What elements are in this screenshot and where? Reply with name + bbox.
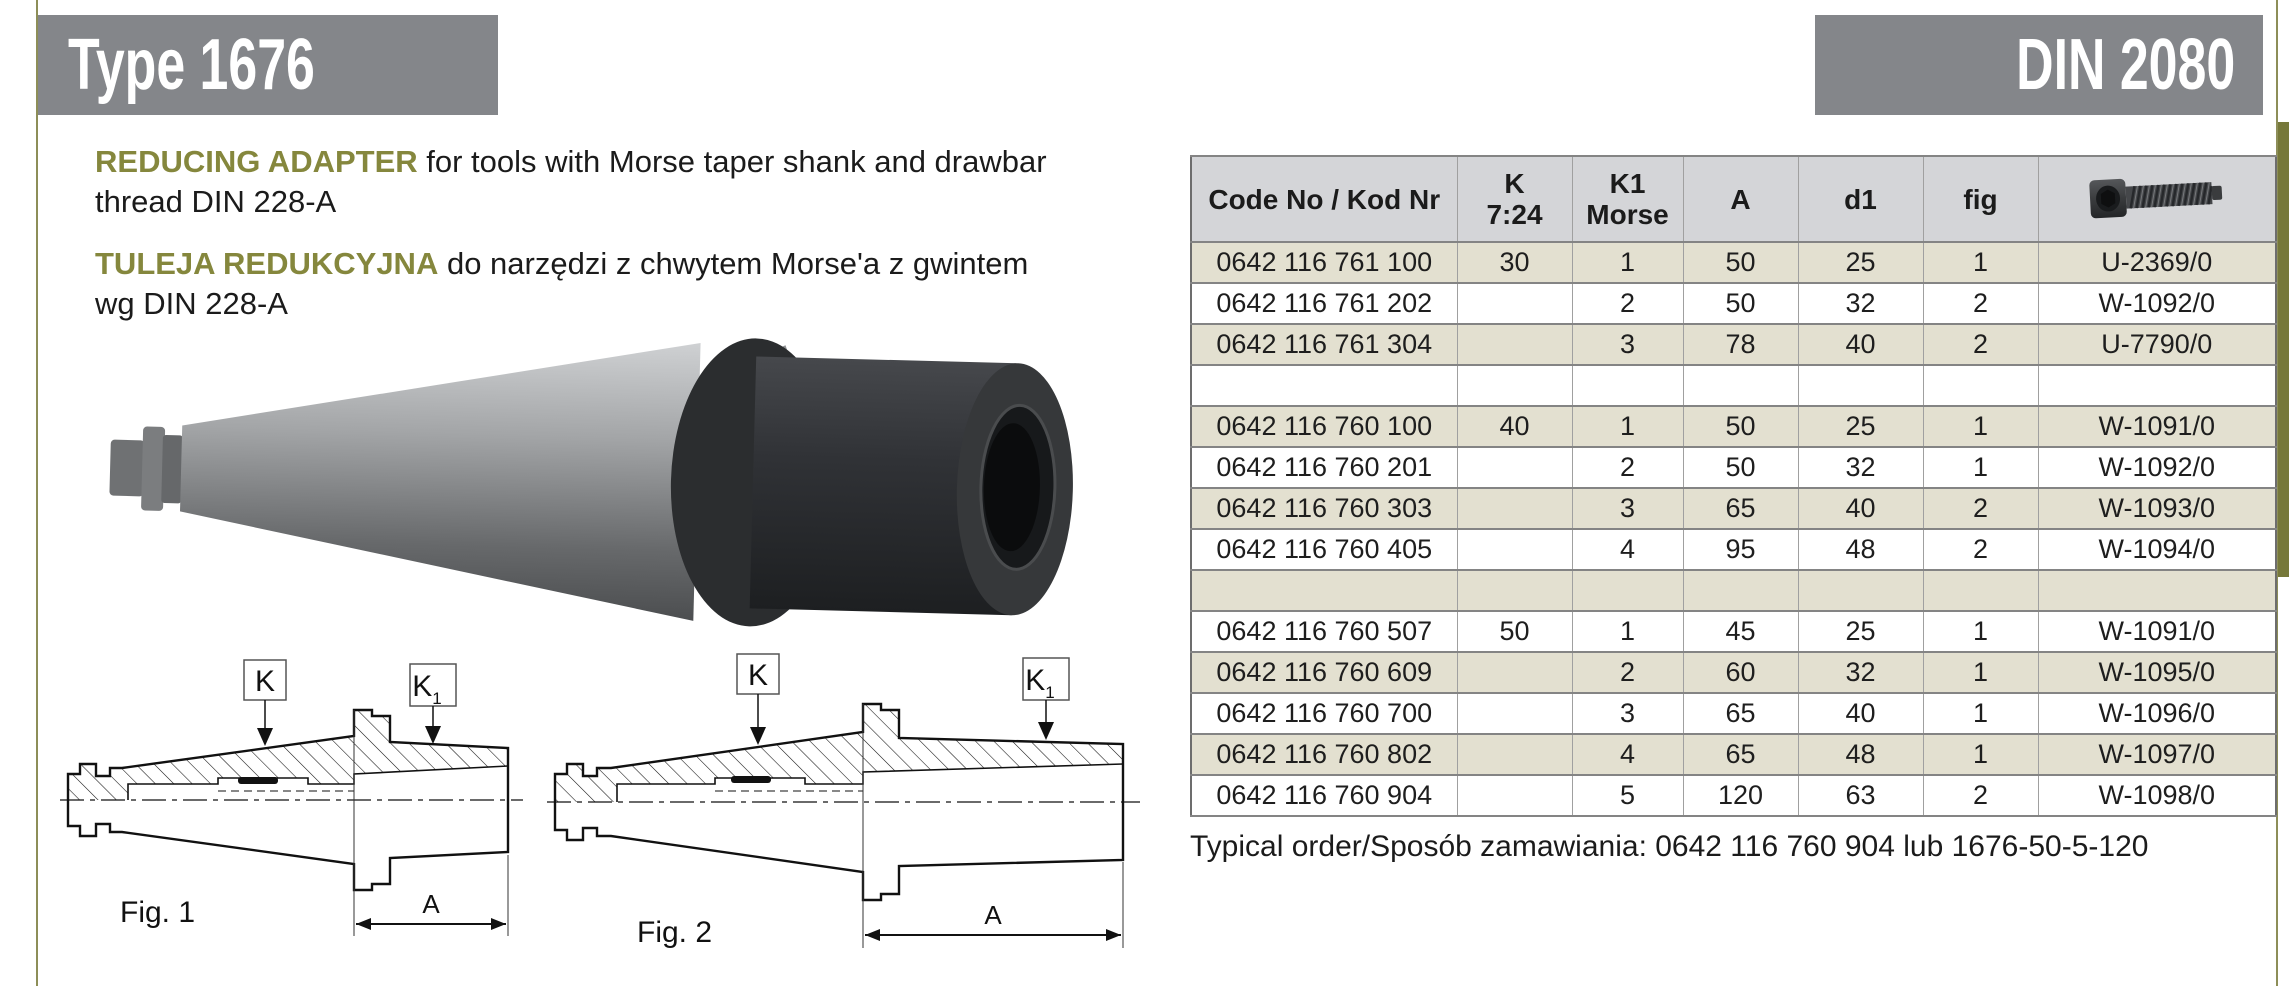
cell-k	[1457, 693, 1572, 734]
cell-k: 40	[1457, 406, 1572, 447]
cell-k1: 5	[1572, 775, 1683, 816]
typical-order-note: Typical order/Sposób zamawiania: 0642 116 760 904 lub 1676-50-5-120	[1190, 830, 2149, 863]
cell-d1	[1798, 570, 1923, 611]
col-header-k-line2: 7:24	[1486, 199, 1543, 230]
cell-order	[2038, 570, 2276, 611]
cell-fig: 1	[1923, 611, 2038, 652]
k1-pointer-triangle	[1038, 722, 1054, 740]
cell-order: W-1091/0	[2038, 406, 2276, 447]
col-header-k1	[1572, 156, 1683, 242]
k-pointer-triangle	[257, 728, 273, 746]
cell-a: 50	[1683, 242, 1798, 283]
cell-order: W-1096/0	[2038, 693, 2276, 734]
din-title-box	[1815, 15, 2263, 115]
cell-code: 0642 116 761 304	[1191, 324, 1457, 365]
cell-k1: 3	[1572, 693, 1683, 734]
k1-label: $K_1$	[412, 670, 442, 708]
col-header-k1-line1: K1	[1609, 168, 1646, 199]
cell-order: W-1094/0	[2038, 529, 2276, 570]
cell-k1	[1572, 365, 1683, 406]
cell-k1: 3	[1572, 324, 1683, 365]
fig2-thread-detail	[731, 776, 771, 783]
cell-k	[1457, 324, 1572, 365]
cell-a: 60	[1683, 652, 1798, 693]
cell-k: 50	[1457, 611, 1572, 652]
pull-stud	[109, 440, 144, 497]
cell-code: 0642 116 761 202	[1191, 283, 1457, 324]
cell-k1: 2	[1572, 447, 1683, 488]
table-row	[1191, 242, 2276, 283]
fig1-thread-detail	[238, 777, 278, 784]
col-header-code: Code No / Kod Nr	[1191, 156, 1457, 242]
cell-code: 0642 116 760 700	[1191, 693, 1457, 734]
description-pl-lead: TULEJA REDUKCYJNA	[95, 246, 439, 281]
col-header-screw	[2038, 156, 2276, 242]
fig1-caption: Fig. 1	[120, 896, 196, 929]
taper-cone	[177, 329, 700, 620]
table-row	[1191, 652, 2276, 693]
cell-code: 0642 116 760 303	[1191, 488, 1457, 529]
col-header-k-line1: K	[1504, 168, 1525, 199]
cell-k1: 4	[1572, 529, 1683, 570]
col-header-fig: fig	[1923, 156, 2038, 242]
stud-neck	[161, 435, 183, 504]
cell-k1	[1572, 570, 1683, 611]
k-label: K	[747, 659, 769, 692]
cell-order	[2038, 365, 2276, 406]
k1-label: $K_1$	[1025, 664, 1055, 702]
k-label: K	[254, 665, 276, 698]
cell-a: 50	[1683, 283, 1798, 324]
cell-a: 95	[1683, 529, 1798, 570]
page-title: Type 1676	[68, 25, 315, 105]
arrowhead-left	[356, 918, 371, 930]
cell-code	[1191, 365, 1457, 406]
cell-order: W-1098/0	[2038, 775, 2276, 816]
cell-fig	[1923, 365, 2038, 406]
cell-k	[1457, 652, 1572, 693]
cell-k	[1457, 570, 1572, 611]
header-row	[1191, 156, 2276, 242]
cell-code: 0642 116 760 201	[1191, 447, 1457, 488]
description-pl-text: do narzędzi z chwytem Morse'a z gwintem	[438, 246, 1029, 281]
k1-pointer-triangle	[425, 726, 441, 744]
cell-k	[1457, 488, 1572, 529]
table-row	[1191, 324, 2276, 365]
cell-order: W-1093/0	[2038, 488, 2276, 529]
cell-k1: 3	[1572, 488, 1683, 529]
cell-d1: 25	[1798, 242, 1923, 283]
description-en-lead: REDUCING ADAPTER	[95, 144, 418, 179]
cell-d1: 48	[1798, 529, 1923, 570]
cell-fig	[1923, 570, 2038, 611]
cell-order: W-1092/0	[2038, 283, 2276, 324]
cell-k1: 2	[1572, 283, 1683, 324]
cell-k1: 2	[1572, 652, 1683, 693]
fig1-section-hatch	[68, 710, 508, 800]
table-row	[1191, 488, 2276, 529]
cell-k1: 4	[1572, 734, 1683, 775]
table-row	[1191, 447, 2276, 488]
cell-a: 78	[1683, 324, 1798, 365]
description-en	[95, 142, 1095, 222]
cell-k1: 1	[1572, 406, 1683, 447]
figure-2-drawing	[545, 642, 1145, 964]
cell-code: 0642 116 760 609	[1191, 652, 1457, 693]
cell-a: 120	[1683, 775, 1798, 816]
col-header-k1-line2: Morse	[1586, 199, 1669, 230]
cell-a: 50	[1683, 406, 1798, 447]
table-row	[1191, 611, 2276, 652]
cell-k: 30	[1457, 242, 1572, 283]
cell-code: 0642 116 760 100	[1191, 406, 1457, 447]
col-header-a: A	[1683, 156, 1798, 242]
cell-a	[1683, 570, 1798, 611]
cell-fig: 2	[1923, 529, 2038, 570]
cell-fig: 1	[1923, 652, 2038, 693]
cell-fig: 2	[1923, 283, 2038, 324]
cell-d1: 25	[1798, 406, 1923, 447]
cell-code: 0642 116 760 904	[1191, 775, 1457, 816]
cell-a	[1683, 365, 1798, 406]
fig2-caption: Fig. 2	[637, 916, 713, 949]
cell-fig: 1	[1923, 734, 2038, 775]
table-row	[1191, 734, 2276, 775]
cell-code: 0642 116 760 405	[1191, 529, 1457, 570]
cell-d1: 32	[1798, 283, 1923, 324]
product-photo	[85, 306, 1105, 656]
din-standard-label: DIN 2080	[2015, 25, 2235, 105]
dim-a-label: A	[984, 900, 1002, 930]
cell-k	[1457, 734, 1572, 775]
cell-fig: 2	[1923, 324, 2038, 365]
description-pl-line2: wg DIN 228-A	[95, 286, 288, 321]
cell-order: W-1095/0	[2038, 652, 2276, 693]
col-header-d1: d1	[1798, 156, 1923, 242]
cell-d1: 25	[1798, 611, 1923, 652]
table-row	[1191, 406, 2276, 447]
table-row	[1191, 693, 2276, 734]
fig1-lower-outline-fill	[68, 800, 508, 890]
arrowhead-right	[1106, 929, 1121, 941]
cell-k	[1457, 283, 1572, 324]
description-en-line2: thread DIN 228-A	[95, 184, 337, 219]
reducing-adapter-photo	[85, 306, 1105, 656]
cell-fig: 1	[1923, 447, 2038, 488]
cell-d1: 32	[1798, 652, 1923, 693]
spec-table-header	[1191, 156, 2276, 242]
cell-a: 50	[1683, 447, 1798, 488]
cell-order: W-1092/0	[2038, 447, 2276, 488]
k-pointer-triangle	[750, 727, 766, 745]
cell-d1: 48	[1798, 734, 1923, 775]
cell-code: 0642 116 760 507	[1191, 611, 1457, 652]
left-margin-line	[36, 0, 38, 986]
cell-k	[1457, 447, 1572, 488]
cell-code: 0642 116 760 802	[1191, 734, 1457, 775]
spec-table	[1190, 155, 2277, 817]
arrowhead-right	[491, 918, 506, 930]
fig2-lower-outline-fill	[555, 802, 1123, 900]
figure-1-drawing	[58, 650, 528, 950]
table-row	[1191, 283, 2276, 324]
cell-fig: 2	[1923, 775, 2038, 816]
description-en-text: for tools with Morse taper shank and drawbar	[417, 144, 1047, 179]
cell-a: 65	[1683, 488, 1798, 529]
cell-k	[1457, 775, 1572, 816]
cell-d1: 40	[1798, 488, 1923, 529]
cell-order: U-7790/0	[2038, 324, 2276, 365]
cell-d1: 40	[1798, 693, 1923, 734]
drawbar-screw-icon	[2082, 165, 2232, 227]
cell-code	[1191, 570, 1457, 611]
spec-table-body	[1191, 242, 2276, 816]
table-row	[1191, 775, 2276, 816]
cell-k1: 1	[1572, 242, 1683, 283]
cell-a: 65	[1683, 693, 1798, 734]
cell-d1	[1798, 365, 1923, 406]
cell-k	[1457, 529, 1572, 570]
cell-order: U-2369/0	[2038, 242, 2276, 283]
cell-d1: 32	[1798, 447, 1923, 488]
cell-a: 65	[1683, 734, 1798, 775]
dim-a-label: A	[422, 889, 440, 919]
cell-a: 45	[1683, 611, 1798, 652]
col-header-k	[1457, 156, 1572, 242]
cell-fig: 1	[1923, 242, 2038, 283]
arrowhead-left	[865, 929, 880, 941]
cell-code: 0642 116 761 100	[1191, 242, 1457, 283]
cell-order: W-1097/0	[2038, 734, 2276, 775]
table-row	[1191, 365, 2276, 406]
cell-fig: 2	[1923, 488, 2038, 529]
fig2-section-hatch	[555, 704, 1123, 802]
figure-2-svg	[545, 642, 1145, 964]
cell-d1: 40	[1798, 324, 1923, 365]
cell-order: W-1091/0	[2038, 611, 2276, 652]
table-row	[1191, 529, 2276, 570]
type-title-box	[38, 15, 498, 115]
table-row	[1191, 570, 2276, 611]
right-accent-bar	[2278, 122, 2289, 577]
cell-d1: 63	[1798, 775, 1923, 816]
figure-1-svg	[58, 650, 528, 950]
cell-fig: 1	[1923, 406, 2038, 447]
cell-k	[1457, 365, 1572, 406]
cell-fig: 1	[1923, 693, 2038, 734]
cell-k1: 1	[1572, 611, 1683, 652]
